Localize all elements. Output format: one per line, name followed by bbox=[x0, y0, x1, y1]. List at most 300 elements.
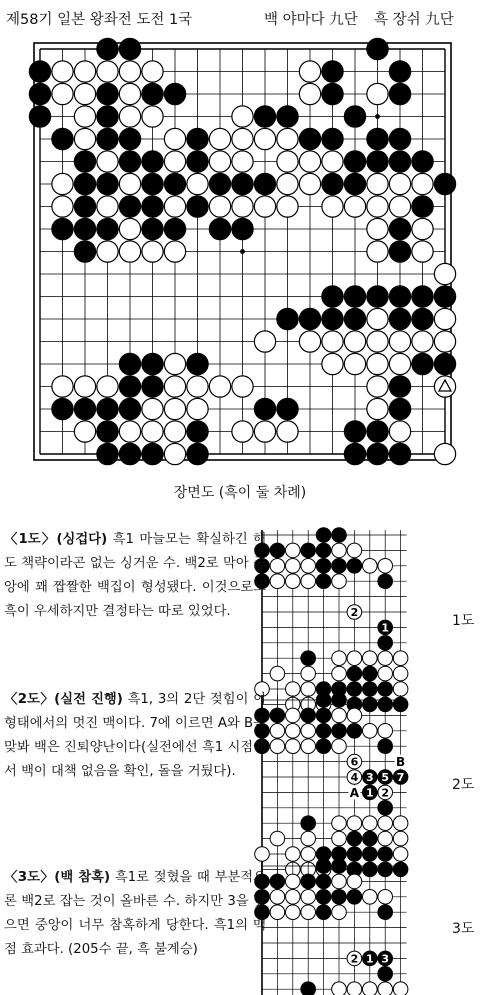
black-stone bbox=[344, 308, 365, 329]
white-stone bbox=[299, 83, 320, 104]
white-stone bbox=[301, 905, 316, 920]
black-stone bbox=[316, 559, 331, 574]
black-stone bbox=[389, 398, 410, 419]
black-stone bbox=[164, 83, 185, 104]
white-stone bbox=[52, 196, 73, 217]
move-number: 1 bbox=[365, 786, 374, 800]
white-stone bbox=[286, 847, 301, 862]
black-stone bbox=[301, 982, 316, 995]
black-stone bbox=[344, 151, 365, 172]
white-stone bbox=[301, 574, 316, 589]
move-number: 2 bbox=[350, 952, 359, 966]
white-stone bbox=[270, 905, 285, 920]
black-stone bbox=[119, 38, 140, 59]
white-stone bbox=[74, 61, 95, 82]
point-label: B bbox=[396, 755, 406, 770]
white-stone bbox=[270, 831, 285, 846]
black-stone bbox=[344, 173, 365, 194]
white-stone bbox=[209, 151, 230, 172]
black-stone bbox=[347, 890, 362, 905]
white-stone bbox=[378, 559, 393, 574]
white-stone bbox=[270, 739, 285, 754]
black-stone bbox=[389, 376, 410, 397]
white-stone bbox=[378, 666, 393, 681]
black-stone bbox=[344, 421, 365, 442]
black-stone bbox=[74, 218, 95, 239]
white-stone bbox=[378, 831, 393, 846]
black-stone bbox=[434, 173, 455, 194]
white-stone bbox=[232, 196, 253, 217]
black-stone bbox=[74, 398, 95, 419]
black-stone bbox=[363, 666, 378, 681]
white-stone bbox=[232, 106, 253, 127]
white-stone bbox=[367, 308, 388, 329]
white-stone bbox=[119, 61, 140, 82]
diagram-1-label: 1도 bbox=[452, 613, 475, 629]
black-stone bbox=[316, 574, 331, 589]
white-stone bbox=[367, 241, 388, 262]
black-stone bbox=[52, 398, 73, 419]
black-stone bbox=[322, 173, 343, 194]
white-stone bbox=[254, 128, 275, 149]
black-stone bbox=[187, 421, 208, 442]
white-player: 백 야마다 九단 bbox=[264, 12, 358, 28]
black-stone bbox=[367, 421, 388, 442]
black-stone bbox=[299, 308, 320, 329]
white-stone bbox=[378, 724, 393, 739]
white-stone bbox=[393, 847, 408, 862]
white-stone bbox=[164, 196, 185, 217]
black-stone bbox=[316, 905, 331, 920]
white-stone bbox=[378, 651, 393, 666]
black-stone bbox=[232, 218, 253, 239]
white-stone bbox=[393, 651, 408, 666]
white-stone bbox=[389, 353, 410, 374]
white-stone bbox=[332, 574, 347, 589]
black-stone bbox=[209, 173, 230, 194]
white-stone bbox=[393, 666, 408, 681]
black-stone bbox=[322, 286, 343, 307]
white-stone bbox=[286, 559, 301, 574]
white-stone bbox=[142, 61, 163, 82]
white-stone bbox=[254, 421, 275, 442]
black-stone bbox=[97, 421, 118, 442]
black-stone bbox=[119, 398, 140, 419]
black-stone bbox=[344, 106, 365, 127]
black-stone bbox=[389, 61, 410, 82]
white-stone bbox=[164, 398, 185, 419]
white-stone bbox=[277, 196, 298, 217]
black-stone bbox=[97, 38, 118, 59]
black-stone bbox=[316, 708, 331, 723]
diagram-2-commentary bbox=[4, 688, 266, 784]
white-stone bbox=[378, 816, 393, 831]
black-stone bbox=[412, 353, 433, 374]
white-stone bbox=[209, 376, 230, 397]
black-stone bbox=[187, 443, 208, 464]
black-stone bbox=[187, 353, 208, 374]
white-stone bbox=[299, 151, 320, 172]
white-stone bbox=[270, 559, 285, 574]
white-stone bbox=[119, 218, 140, 239]
black-stone bbox=[363, 682, 378, 697]
white-stone bbox=[286, 543, 301, 558]
white-stone bbox=[347, 816, 362, 831]
white-stone bbox=[434, 308, 455, 329]
black-stone bbox=[142, 196, 163, 217]
diagram-3-board bbox=[255, 859, 408, 995]
black-stone bbox=[187, 196, 208, 217]
black-stone bbox=[389, 286, 410, 307]
diagram-2-title: 〈2도〉(실전 진행) bbox=[4, 692, 123, 707]
black-stone bbox=[322, 308, 343, 329]
black-stone bbox=[434, 286, 455, 307]
black-stone bbox=[322, 61, 343, 82]
white-stone bbox=[270, 574, 285, 589]
black-stone bbox=[332, 859, 347, 874]
black-stone bbox=[389, 128, 410, 149]
black-stone bbox=[367, 443, 388, 464]
black-stone bbox=[344, 443, 365, 464]
black-stone bbox=[389, 151, 410, 172]
white-stone bbox=[389, 196, 410, 217]
white-stone bbox=[301, 890, 316, 905]
black-stone bbox=[142, 218, 163, 239]
event-title: 제58기 일본 왕좌전 도전 1국 bbox=[6, 12, 193, 28]
black-stone bbox=[52, 218, 73, 239]
black-stone bbox=[119, 196, 140, 217]
white-stone bbox=[119, 421, 140, 442]
white-stone bbox=[142, 421, 163, 442]
black-stone bbox=[347, 666, 362, 681]
star-point bbox=[240, 249, 245, 254]
white-stone bbox=[389, 421, 410, 442]
white-stone bbox=[347, 982, 362, 995]
black-stone bbox=[378, 682, 393, 697]
black-stone bbox=[119, 353, 140, 374]
move-number: 7 bbox=[396, 771, 405, 784]
white-stone bbox=[52, 173, 73, 194]
white-stone bbox=[286, 682, 301, 697]
black-stone bbox=[332, 890, 347, 905]
white-stone bbox=[412, 331, 433, 352]
black-stone bbox=[389, 218, 410, 239]
black-stone bbox=[299, 128, 320, 149]
black-stone bbox=[277, 308, 298, 329]
white-stone bbox=[344, 353, 365, 374]
move-number: 1 bbox=[365, 952, 374, 966]
white-stone bbox=[187, 398, 208, 419]
white-stone bbox=[332, 982, 347, 995]
white-stone bbox=[332, 651, 347, 666]
white-stone bbox=[164, 421, 185, 442]
black-stone bbox=[412, 308, 433, 329]
point-label: A bbox=[349, 785, 360, 800]
white-stone bbox=[142, 106, 163, 127]
white-stone bbox=[277, 151, 298, 172]
black-stone bbox=[142, 443, 163, 464]
black-stone bbox=[378, 801, 393, 816]
black-stone bbox=[322, 83, 343, 104]
black-stone bbox=[74, 196, 95, 217]
white-stone bbox=[301, 666, 316, 681]
black-stone bbox=[277, 106, 298, 127]
black-stone bbox=[316, 528, 331, 543]
white-stone bbox=[97, 151, 118, 172]
main-go-board bbox=[29, 38, 455, 464]
diagram-3-commentary bbox=[4, 866, 266, 962]
white-stone bbox=[97, 241, 118, 262]
white-stone bbox=[277, 128, 298, 149]
white-stone bbox=[164, 128, 185, 149]
white-stone bbox=[74, 376, 95, 397]
black-stone bbox=[142, 83, 163, 104]
white-stone bbox=[52, 83, 73, 104]
white-stone bbox=[270, 890, 285, 905]
black-stone bbox=[332, 559, 347, 574]
white-stone bbox=[363, 982, 378, 995]
move-number: 6 bbox=[350, 755, 359, 769]
black-stone bbox=[316, 693, 331, 708]
diagram-1-board bbox=[255, 528, 408, 712]
white-stone bbox=[286, 739, 301, 754]
white-stone bbox=[389, 331, 410, 352]
white-stone bbox=[301, 847, 316, 862]
white-stone bbox=[74, 83, 95, 104]
black-stone bbox=[52, 128, 73, 149]
black-stone bbox=[347, 724, 362, 739]
white-stone bbox=[97, 61, 118, 82]
black-stone bbox=[347, 682, 362, 697]
black-stone bbox=[119, 376, 140, 397]
white-stone bbox=[332, 543, 347, 558]
white-stone bbox=[367, 173, 388, 194]
black-stone bbox=[187, 151, 208, 172]
black-stone bbox=[29, 61, 50, 82]
white-stone bbox=[52, 61, 73, 82]
black-stone bbox=[316, 859, 331, 874]
black-stone bbox=[378, 847, 393, 862]
white-stone bbox=[232, 128, 253, 149]
black-stone bbox=[232, 173, 253, 194]
white-stone bbox=[270, 666, 285, 681]
black-stone bbox=[378, 967, 393, 982]
black-stone bbox=[367, 38, 388, 59]
black-stone bbox=[412, 286, 433, 307]
white-stone bbox=[347, 543, 362, 558]
white-stone bbox=[164, 151, 185, 172]
white-stone bbox=[301, 739, 316, 754]
black-stone bbox=[378, 636, 393, 651]
black-stone bbox=[389, 443, 410, 464]
black-player: 흑 장쉬 九단 bbox=[374, 12, 454, 28]
white-stone bbox=[332, 739, 347, 754]
black-stone bbox=[322, 128, 343, 149]
white-stone bbox=[164, 241, 185, 262]
white-stone bbox=[393, 816, 408, 831]
white-stone bbox=[142, 398, 163, 419]
black-stone bbox=[389, 241, 410, 262]
white-stone bbox=[286, 708, 301, 723]
black-stone bbox=[301, 651, 316, 666]
black-stone bbox=[187, 128, 208, 149]
black-stone bbox=[270, 708, 285, 723]
diagram-2-text: 흑1, 3의 2단 젖힘이 이 형태에서의 멋진 맥이다. 7에 이르면 A와 B를 맞봐 백은 진퇴양난이다(실전에선 흑1 시점에서 백이 대책 없음을 확인, 돌을 거뒀다). bbox=[4, 692, 266, 779]
white-stone bbox=[434, 443, 455, 464]
move-number: 2 bbox=[350, 606, 359, 619]
white-stone bbox=[332, 874, 347, 889]
black-stone bbox=[363, 847, 378, 862]
white-stone bbox=[286, 890, 301, 905]
white-stone bbox=[142, 241, 163, 262]
white-stone bbox=[74, 421, 95, 442]
white-stone bbox=[301, 682, 316, 697]
white-stone bbox=[322, 331, 343, 352]
white-stone bbox=[286, 874, 301, 889]
black-stone bbox=[412, 196, 433, 217]
white-stone bbox=[344, 331, 365, 352]
move-number: 2 bbox=[381, 786, 390, 800]
white-stone bbox=[254, 196, 275, 217]
black-stone bbox=[316, 739, 331, 754]
white-stone bbox=[332, 905, 347, 920]
black-stone bbox=[97, 443, 118, 464]
white-stone bbox=[301, 724, 316, 739]
black-stone bbox=[254, 106, 275, 127]
black-stone bbox=[142, 376, 163, 397]
black-stone bbox=[378, 905, 393, 920]
white-stone bbox=[164, 443, 185, 464]
black-stone bbox=[316, 543, 331, 558]
diagram-1-commentary bbox=[4, 528, 266, 624]
white-stone bbox=[367, 196, 388, 217]
white-stone bbox=[119, 83, 140, 104]
white-stone bbox=[363, 724, 378, 739]
black-stone bbox=[301, 543, 316, 558]
white-stone bbox=[434, 331, 455, 352]
black-stone bbox=[142, 173, 163, 194]
black-stone bbox=[347, 831, 362, 846]
white-stone bbox=[119, 106, 140, 127]
white-stone bbox=[74, 106, 95, 127]
diagram-1-title: 〈1도〉(싱겁다) bbox=[4, 532, 108, 547]
move-number: 3 bbox=[381, 952, 390, 966]
white-stone bbox=[322, 151, 343, 172]
white-stone bbox=[119, 241, 140, 262]
white-stone bbox=[367, 376, 388, 397]
white-stone bbox=[393, 682, 408, 697]
black-stone bbox=[209, 218, 230, 239]
black-stone bbox=[254, 398, 275, 419]
black-stone bbox=[119, 128, 140, 149]
black-stone bbox=[142, 353, 163, 374]
black-stone bbox=[97, 218, 118, 239]
white-stone bbox=[299, 173, 320, 194]
black-stone bbox=[29, 83, 50, 104]
diagram-3-title: 〈3도〉(백 참혹) bbox=[4, 870, 111, 885]
black-stone bbox=[277, 398, 298, 419]
black-stone bbox=[164, 218, 185, 239]
black-stone bbox=[344, 286, 365, 307]
white-stone bbox=[232, 421, 253, 442]
diagram-2-board bbox=[255, 693, 408, 877]
black-stone bbox=[97, 128, 118, 149]
white-stone bbox=[363, 651, 378, 666]
white-stone bbox=[286, 574, 301, 589]
white-stone bbox=[286, 724, 301, 739]
white-stone bbox=[97, 196, 118, 217]
black-stone bbox=[316, 724, 331, 739]
white-stone bbox=[119, 173, 140, 194]
white-stone bbox=[277, 173, 298, 194]
white-stone bbox=[347, 874, 362, 889]
white-stone bbox=[74, 128, 95, 149]
white-stone bbox=[286, 905, 301, 920]
black-stone bbox=[389, 308, 410, 329]
white-stone bbox=[367, 398, 388, 419]
black-stone bbox=[119, 443, 140, 464]
black-stone bbox=[316, 890, 331, 905]
white-stone bbox=[344, 196, 365, 217]
white-stone bbox=[187, 173, 208, 194]
board-caption: 장면도 (흑이 둘 차례) bbox=[173, 485, 307, 501]
black-stone bbox=[29, 106, 50, 127]
black-stone bbox=[316, 874, 331, 889]
black-stone bbox=[347, 847, 362, 862]
white-stone bbox=[412, 218, 433, 239]
white-stone bbox=[367, 218, 388, 239]
black-stone bbox=[97, 398, 118, 419]
white-stone bbox=[270, 724, 285, 739]
black-stone bbox=[367, 286, 388, 307]
black-stone bbox=[270, 543, 285, 558]
white-stone bbox=[209, 128, 230, 149]
white-stone bbox=[332, 831, 347, 846]
black-stone bbox=[367, 151, 388, 172]
white-stone bbox=[378, 982, 393, 995]
black-stone bbox=[97, 173, 118, 194]
white-stone bbox=[367, 353, 388, 374]
black-stone bbox=[378, 739, 393, 754]
black-stone bbox=[332, 724, 347, 739]
white-stone bbox=[393, 982, 408, 995]
white-stone bbox=[254, 331, 275, 352]
black-stone bbox=[74, 173, 95, 194]
white-stone bbox=[393, 831, 408, 846]
black-stone bbox=[164, 173, 185, 194]
black-stone bbox=[74, 241, 95, 262]
move-number: 1 bbox=[381, 621, 390, 635]
black-stone bbox=[332, 528, 347, 543]
white-stone bbox=[322, 196, 343, 217]
white-stone bbox=[232, 151, 253, 172]
diagram-3-label: 3도 bbox=[452, 921, 475, 937]
white-stone bbox=[301, 559, 316, 574]
white-stone bbox=[255, 847, 270, 862]
white-stone bbox=[434, 263, 455, 284]
black-stone bbox=[363, 831, 378, 846]
white-stone bbox=[332, 816, 347, 831]
white-stone bbox=[378, 890, 393, 905]
white-stone bbox=[347, 708, 362, 723]
white-stone bbox=[367, 83, 388, 104]
white-stone bbox=[412, 241, 433, 262]
black-stone bbox=[434, 353, 455, 374]
black-stone bbox=[301, 708, 316, 723]
black-stone bbox=[97, 106, 118, 127]
black-stone bbox=[74, 151, 95, 172]
black-stone bbox=[301, 816, 316, 831]
